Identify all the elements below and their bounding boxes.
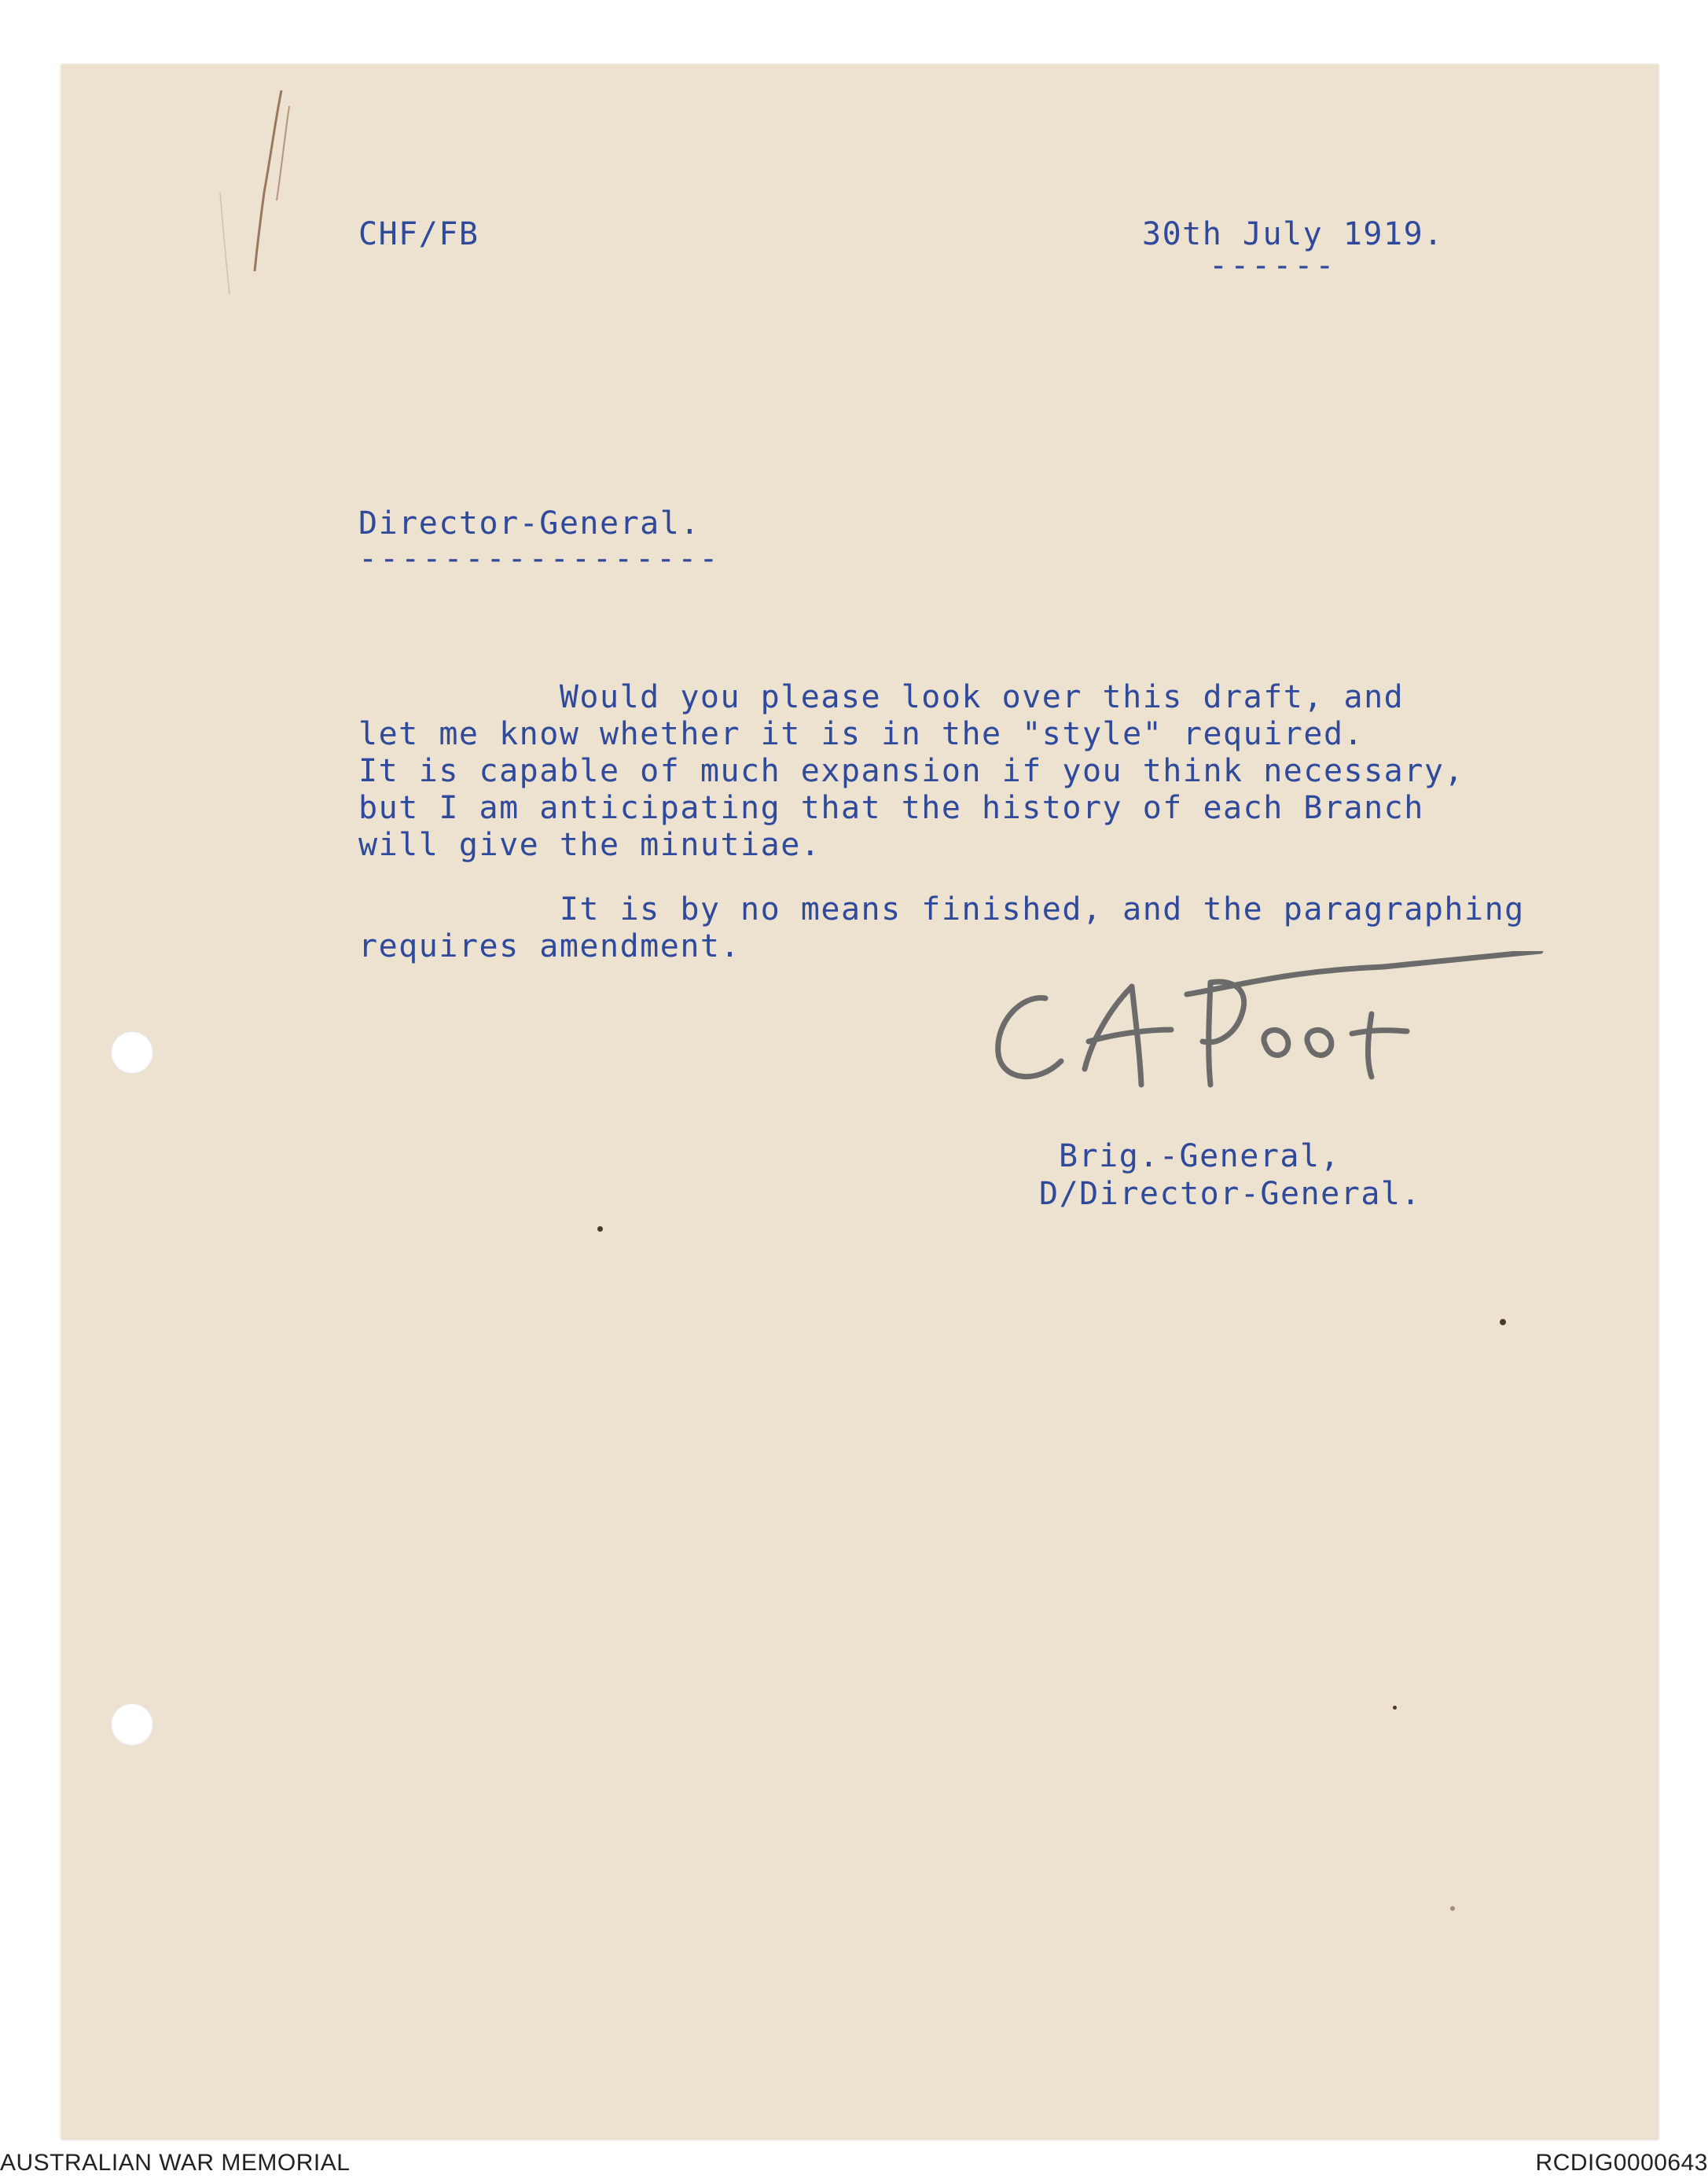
punch-hole-top <box>111 1031 153 1074</box>
paper-speck <box>1393 1706 1397 1710</box>
rust-mark <box>189 75 330 303</box>
addressee-underline: ----------------- <box>358 541 721 577</box>
body-paragraph-1: Would you please look over this draft, and let me know whether it is in the "style" required. It is capable of much expansion if you think necessary, but I am anticipating that the history of each Branch will give the minutiae. <box>358 679 1465 863</box>
letter-date: 30th July 1919. <box>1142 216 1444 252</box>
reference-code: CHF/FB <box>358 216 479 252</box>
signatory-title: D/Director-General. <box>1039 1176 1422 1212</box>
paper-speck <box>1500 1319 1506 1325</box>
addressee: Director-General. <box>358 505 700 542</box>
paper-speck <box>597 1226 603 1232</box>
archive-reference: RCDIG0000643 <box>1535 2150 1708 2176</box>
date-underline: ------ <box>1209 248 1337 284</box>
body-paragraph-2: It is by no means finished, and the paragraphing requires amendment. <box>358 891 1525 964</box>
punch-hole-bottom <box>111 1703 153 1746</box>
handwritten-signature <box>975 951 1556 1108</box>
paper-speck <box>1450 1906 1455 1911</box>
archive-credit: AUSTRALIAN WAR MEMORIAL <box>0 2150 351 2176</box>
signatory-rank: Brig.-General, <box>1059 1138 1341 1174</box>
